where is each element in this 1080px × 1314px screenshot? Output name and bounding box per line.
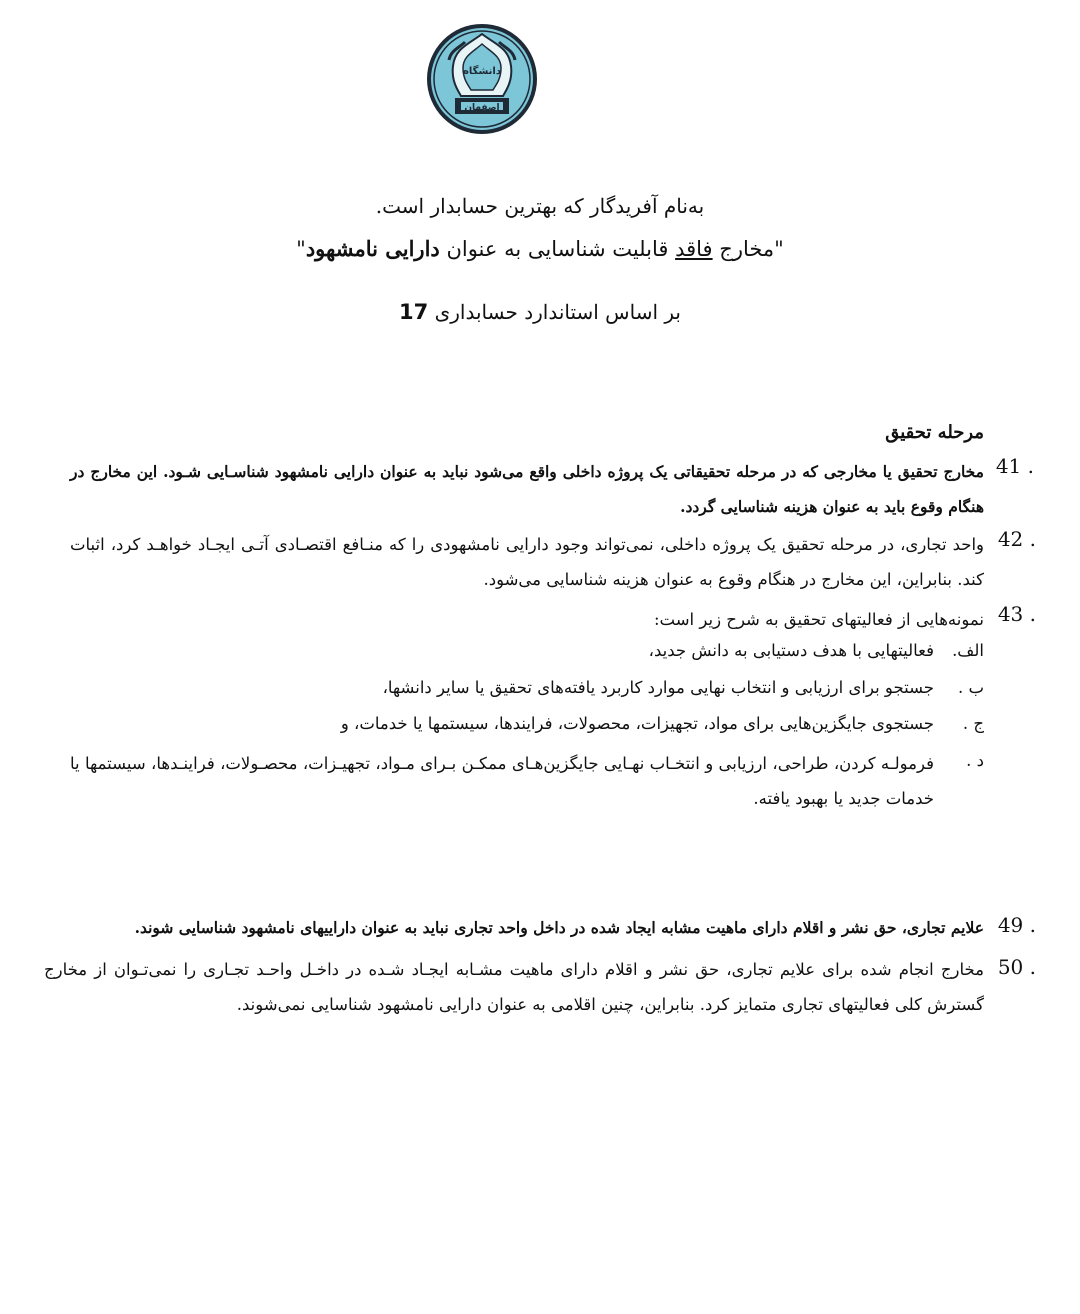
logo-text-top: دانشگاه	[463, 66, 501, 77]
paragraph-43: نمونه‌هایی از فعالیتهای تحقیق به شرح زیر است:	[653, 610, 984, 629]
paragraph-50: مخارج انجام شده برای علایم تجاری، حق نشر و اقلام دارای ماهیت مشـابه ایجـاد شـده در داخـل واحـد تجـاری را نمی‌تـوان از مخارج گسترش کلی فعالیتهای تجاری متمایز کرد. بنابراین، چنین اقلامی به عنوان دارایی نامشهود شناسایی نمی‌شوند.	[44, 960, 984, 1014]
subtitle-number: 17	[399, 300, 429, 324]
section-title: مرحله تحقیق	[885, 422, 984, 443]
title-quote-open: "	[774, 237, 784, 261]
title-part1: مخارج	[712, 237, 775, 261]
paragraph-number-42: 42 .	[997, 527, 1036, 551]
title-underlined: فاقد	[675, 237, 713, 261]
title-quote-close: "	[296, 237, 306, 261]
header-line1: به‌نام آفریدگار که بهترین حسابدار است.	[375, 194, 705, 218]
list-item: جستجوی جایگزین‌هایی برای مواد، تجهیزات، محصولات، فرایندها، سیستمها یا خدمات، و	[340, 714, 934, 733]
list-item: فرمولـه کردن، طراحی، ارزیابی و انتخـاب نهـایی جایگزین‌هـای ممکـن بـرای مـواد، تجهیـزات، محصـولات، فراینـدها، سیستمها یا خدمات جدید یا بهبود یافته.	[70, 754, 934, 808]
paragraph-49: علایم تجاری، حق نشر و اقلام دارای ماهیت مشابه ایجاد شده در داخل واحد تجاری نباید به عنوان داراییهای نامشهود شناسایی شوند.	[134, 918, 984, 937]
list-item-label: د .	[966, 751, 984, 770]
list-item-label: ب .	[957, 678, 984, 697]
document-title	[0, 236, 1080, 261]
logo-text-bottom: اصفهان	[464, 103, 500, 113]
paragraph-number-41: 41 .	[995, 454, 1034, 478]
paragraph-number-50: 50 .	[997, 955, 1036, 979]
university-logo	[425, 22, 539, 136]
title-bold: دارایی نامشهود	[305, 236, 440, 261]
paragraph-number-43: 43 .	[997, 602, 1036, 626]
list-item-label: الف.	[952, 641, 984, 660]
paragraph-42: واحد تجاری، در مرحله تحقیق یک پروژه داخلی، نمی‌تواند وجود دارایی نامشهودی را که منـافع اقتصـادی آتـی ایجـاد خواهـد کرد، اثبات کند. بنابراین، این مخارج در هنگام وقوع به عنوان هزینه شناسایی می‌شود.	[70, 535, 984, 589]
list-item: فعالیتهایی با هدف دستیابی به دانش جدید،	[648, 641, 934, 660]
paragraph-41: مخارج تحقیق یا مخارجی که در مرحله تحقیقاتی یک پروژه داخلی واقع می‌شود نباید به عنوان دارایی نامشهود شناسـایی شـود. این مخارج در هنگام وقوع باید به عنوان هزینه شناسایی گردد.	[70, 462, 984, 516]
title-part2: قابلیت شناسایی به عنوان	[439, 237, 676, 261]
list-item: جستجو برای ارزیابی و انتخاب نهایی موارد کاربرد یافته‌های تحقیق یا سایر دانشها،	[382, 678, 934, 697]
university-emblem-icon	[425, 22, 539, 136]
list-item-label: ج .	[962, 714, 984, 733]
document-subtitle	[0, 300, 1080, 324]
subtitle-text: بر اساس استاندارد حسابداری	[434, 300, 681, 324]
paragraph-number-49: 49 .	[997, 913, 1036, 937]
